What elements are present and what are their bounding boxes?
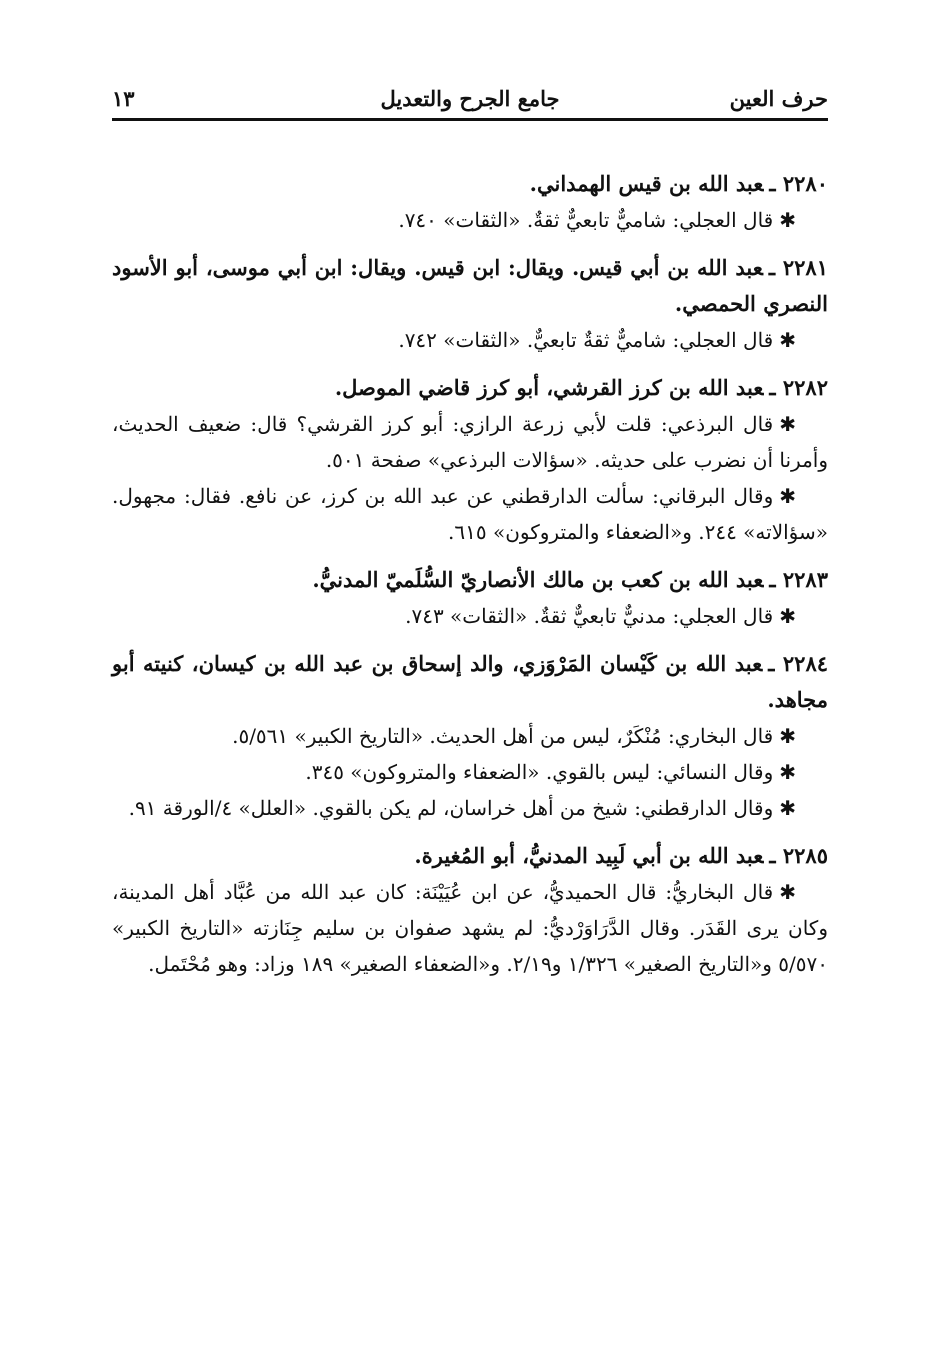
quote-text: وقال الدارقطني: شيخ من أهل خراسان، لم يكن بالقوي. «العلل» ٤/الورقة ٩١. [128,796,774,820]
entry-heading [112,370,828,406]
asterisk-icon: ✱ [779,412,796,436]
entry-quote [112,754,828,790]
asterisk-icon: ✱ [779,880,796,904]
entry-number: ٢٢٨٥ ـ [769,843,828,868]
quote-text: قال العجلي: مدنيٌّ تابعيٌّ ثقةٌ. «الثقات» ٧٤٣. [405,604,774,628]
entry-heading [112,166,828,202]
asterisk-icon: ✱ [779,208,796,232]
quote-text: قال العجلي: شاميٌّ ثقةٌ تابعيٌّ. «الثقات» ٧٤٢. [398,328,774,352]
entry-2284 [112,646,828,826]
entry-number: ٢٢٨١ ـ [768,255,828,280]
entry-quote [112,718,828,754]
asterisk-icon: ✱ [779,796,796,820]
entry-title: عبد الله بن أبي قيس. ويقال: ابن قيس. ويقال: ابن أبي موسى، أبو الأسود النصري الحمصي. [112,255,828,316]
entry-title: عبد الله بن قيس الهمداني. [529,171,764,196]
entry-heading [112,838,828,874]
page-body [112,166,828,994]
asterisk-icon: ✱ [779,328,796,352]
entry-heading [112,646,828,718]
section-title: حرف العين [729,86,828,111]
asterisk-icon: ✱ [779,484,796,508]
entry-number: ٢٢٨٢ ـ [769,375,828,400]
book-title: جامع الجرح والتعديل [380,86,560,111]
entry-2280 [112,166,828,238]
running-header [112,84,828,118]
entry-number: ٢٢٨٣ ـ [769,567,828,592]
entry-title: عبد الله بن كعب بن مالك الأنصاريّ السُّلَميّ المدنيُّ. [312,567,764,592]
entry-quote [112,478,828,550]
entry-quote [112,322,828,358]
entry-quote [112,874,828,982]
quote-text: وقال النسائي: ليس بالقوي. «الضعفاء والمتروكون» ٣٤٥. [305,760,774,784]
entry-title: عبد الله بن كرز القرشي، أبو كرز قاضي الموصل. [334,375,764,400]
entry-number: ٢٢٨٠ ـ [769,171,828,196]
entry-heading [112,562,828,598]
quote-text: قال البخاري: مُنْكَرٌ، ليس من أهل الحديث. «التاريخ الكبير» ٥/٥٦١. [232,724,774,748]
asterisk-icon: ✱ [779,724,796,748]
quote-text: قال البخاريُّ: قال الحميديُّ، عن ابن عُيَيْنَة: كان عبد الله من عُبَّاد أهل المدينة، وكان يرى القَدَر. وقال الدَّرَاوَرْديُّ: لم يشهد صفوان بن سليم جِنَازته «التاريخ الكبير» ٥/٥٧٠ و«التاريخ الصغير» ١/٣٢٦ و٢/١٩. و«الضعفاء الصغير» ١٨٩ وزاد: وهو مُحْتَمل. [112,880,828,976]
entry-quote [112,790,828,826]
entry-2285 [112,838,828,982]
entry-heading [112,250,828,322]
entry-2281 [112,250,828,358]
quote-text: وقال البرقاني: سألت الدارقطني عن عبد الله بن كرز، عن نافع. فقال: مجهول. «سؤالاته» ٢٤٤. و«الضعفاء والمتروكون» ٦١٥. [112,484,828,544]
entry-number: ٢٢٨٤ ـ [768,651,829,676]
entry-2283 [112,562,828,634]
entry-quote [112,202,828,238]
quote-text: قال العجلي: شاميٌّ تابعيٌّ ثقةٌ. «الثقات» ٧٤٠. [398,208,774,232]
entry-quote [112,406,828,478]
quote-text: قال البرذعي: قلت لأبي زرعة الرازي: أبو كرز القرشي؟ قال: ضعيف الحديث، وأمرنا أن نضرب على حديثه. «سؤالات البرذعي» صفحة ٥٠١. [112,412,828,472]
asterisk-icon: ✱ [779,604,796,628]
entry-quote [112,598,828,634]
entry-title: عبد الله بن كَيْسان المَرْوَزي، والد إسحاق بن عبد الله بن كيسان، كنيته أبو مجاهد. [112,651,828,712]
header-divider [112,118,828,121]
entry-title: عبد الله بن أبي لَبِيد المدنيُّ، أبو المُغيرة. [414,843,764,868]
page-number: ١٣ [112,86,135,111]
asterisk-icon: ✱ [779,760,796,784]
entry-2282 [112,370,828,550]
